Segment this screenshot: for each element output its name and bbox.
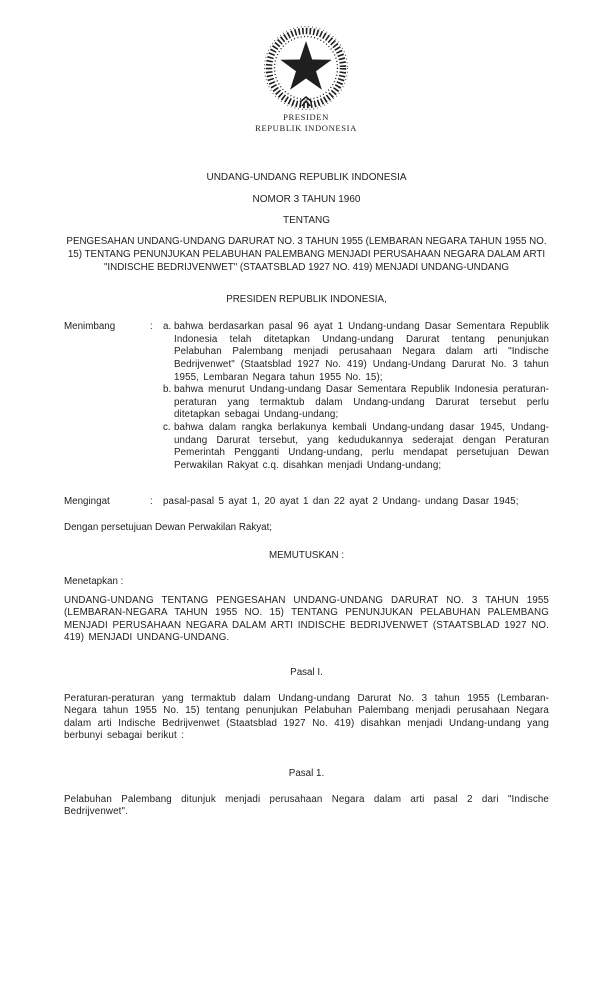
article-1-body: Pelabuhan Palembang ditunjuk menjadi perusahaan Negara dalam arti pasal 2 dari "Indische Bedrijvenwet". <box>64 793 549 818</box>
legal-basis-text: pasal-pasal 5 ayat 1, 20 ayat 1 dan 22 ayat 2 Undang- undang Dasar 1945; <box>163 496 519 508</box>
considerations-section <box>64 321 549 472</box>
title-line-2: NOMOR 3 TAHUN 1960 <box>252 193 361 205</box>
legal-basis-colon: : <box>150 496 153 508</box>
enacting-paragraph: UNDANG-UNDANG TENTANG PENGESAHAN UNDANG-UNDANG DARURAT NO. 3 TAHUN 1955 (LEMBARAN-NEGARA TAHUN 1955 NO. 15) TENTANG PENUNJUKAN PELABUHAN PALEMBANG MENJADI PERUSAHAAN NEGARA DALAM ARTI INDISCHE BEDRIJVENWET (STAATSBLAD 1927 NO. 419) MENJADI UNDANG-UNDANG. <box>64 594 549 644</box>
consideration-item-c <box>163 422 549 472</box>
enacting-label: Menetapkan : <box>64 576 124 588</box>
considerations-colon: : <box>150 321 153 333</box>
item-a-text: bahwa berdasarkan pasal 96 ayat 1 Undang-undang Dasar Sementara Republik Indonesia telah ditetapkan Undang-undang Darurat tentang penunjukan Pelabuhan Palembang menjadi perusahaan Negara dalam arti "Indische Bedrijvenwet" (Staatsblad 1927 No. 419) Undang-Undang Darurat No. 3 tahun 1955, Lembaran Negara tahun 1955 No. 15); <box>174 321 549 383</box>
salutation: PRESIDEN REPUBLIK INDONESIA, <box>226 293 387 305</box>
article-1-heading: Pasal 1. <box>288 768 325 780</box>
legal-basis-label: Mengingat <box>64 496 110 508</box>
title-subject: PENGESAHAN UNDANG-UNDANG DARURAT NO. 3 TAHUN 1955 (LEMBARAN NEGARA TAHUN 1955 NO. 15) TENTANG PENUNJUKAN PELABUHAN PALEMBANG MENJADI PERUSAHAAN NEGARA DALAM ARTI "INDISCHE BEDRIJVENWET" (STAATSBLAD 1927 NO. 419) MENJADI UNDANG-UNDANG <box>66 235 547 274</box>
title-line-3: TENTANG <box>282 215 331 227</box>
consideration-item-a <box>163 321 549 384</box>
item-b-marker: b. <box>163 384 172 396</box>
item-c-text: bahwa dalam rangka berlakunya kembali Undang-undang dasar 1945, Undang-undang Darurat tersebut, yang kedudukannya sederajat dengan Peraturan Pemerintah Pengganti Undang-undang, perlu mendapat persetujuan Dewan Perwakilan Rakyat c.q. disahkan menjadi Undang-undang; <box>174 421 549 471</box>
legal-basis-section <box>64 496 549 509</box>
letterhead-presiden: PRESIDEN <box>283 112 329 122</box>
document-body <box>64 167 549 819</box>
considerations-label: Menimbang <box>64 321 116 333</box>
article-I-body: Peraturan-peraturan yang termaktub dalam Undang-undang Darurat No. 3 tahun 1955 (Lembaran-Negara tahun 1955 No. 15) tentang penunjukan Pelabuhan Palembang menjadi perusahaan Negara dalam arti Indische Bedrijvenwet (Staatsblad 1927 No. 419) disahkan menjadi Undang-undang yang berbunyi sebagai berikut : <box>64 692 549 742</box>
star-wreath-seal-icon <box>256 26 356 112</box>
item-c-marker: c. <box>163 421 171 433</box>
document-title-block <box>64 167 549 232</box>
title-line-1: UNDANG-UNDANG REPUBLIK INDONESIA <box>206 172 407 184</box>
letterhead-republik-indonesia: REPUBLIK INDONESIA <box>255 122 357 133</box>
item-b-text: bahwa menurut Undang-undang Dasar Sementara Republik Indonesia peraturan-peraturan yang termaktub dalam Undang-undang Darurat tersebut perlu ditetapkan sebagai Undang-undang; <box>174 384 549 421</box>
agreement-line: Dengan persetujuan Dewan Perwakilan Rakyat; <box>64 521 273 533</box>
decision-heading: MEMUTUSKAN : <box>268 550 345 562</box>
consideration-item-b <box>163 384 549 422</box>
item-a-marker: a. <box>163 321 172 333</box>
letterhead <box>0 0 612 133</box>
article-I-heading: Pasal I. <box>290 667 323 679</box>
considerations-items <box>163 321 549 472</box>
